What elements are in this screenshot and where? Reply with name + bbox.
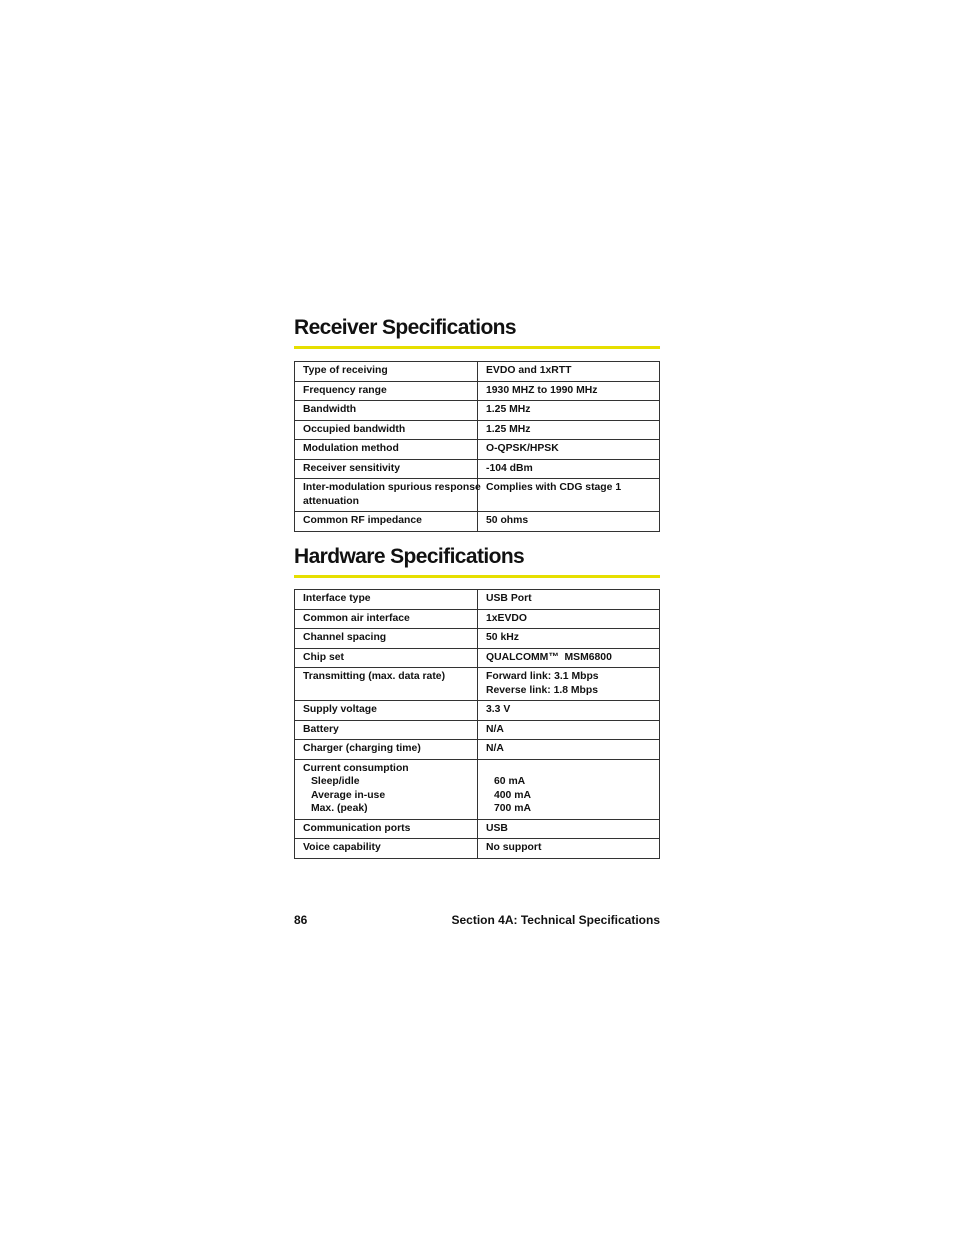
table-row bbox=[295, 459, 660, 479]
spec-value: 50 kHz bbox=[478, 629, 660, 649]
spec-label-line: Inter-modulation spurious response bbox=[303, 482, 481, 493]
spec-value: No support bbox=[478, 839, 660, 859]
spec-label bbox=[295, 759, 478, 819]
table-row bbox=[295, 420, 660, 440]
table-row bbox=[295, 512, 660, 532]
spec-value: 50 ohms bbox=[478, 512, 660, 532]
spec-label: Interface type bbox=[295, 590, 478, 610]
table-row bbox=[295, 720, 660, 740]
hardware-specifications-heading: Hardware Specifications bbox=[294, 545, 660, 578]
spec-label: Chip set bbox=[295, 648, 478, 668]
spec-value: N/A bbox=[478, 720, 660, 740]
spec-value: -104 dBm bbox=[478, 459, 660, 479]
spec-sub-label: Sleep/idle bbox=[311, 776, 360, 787]
spec-label: Modulation method bbox=[295, 440, 478, 460]
spec-value-line: Forward link: 3.1 Mbps bbox=[486, 671, 599, 682]
spec-label bbox=[295, 479, 481, 512]
spec-sub-label: Max. (peak) bbox=[311, 803, 368, 814]
section-title-footer: Section 4A: Technical Specifications bbox=[451, 913, 660, 927]
spec-value-spacer bbox=[486, 762, 651, 776]
spec-label: Voice capability bbox=[295, 839, 478, 859]
spec-value: O-QPSK/HPSK bbox=[478, 440, 660, 460]
table-row bbox=[295, 362, 660, 382]
spec-value: USB bbox=[478, 819, 660, 839]
spec-value: 1.25 MHz bbox=[478, 420, 660, 440]
table-row bbox=[295, 381, 660, 401]
spec-label-line: attenuation bbox=[303, 495, 359, 507]
spec-label: Receiver sensitivity bbox=[295, 459, 478, 479]
spec-label: Charger (charging time) bbox=[295, 740, 478, 760]
spec-value bbox=[478, 759, 660, 819]
table-row bbox=[295, 609, 660, 629]
hardware-specifications-table bbox=[294, 589, 660, 859]
spec-sub-label: Average in-use bbox=[311, 789, 386, 801]
spec-sub-value: 400 mA bbox=[494, 789, 531, 801]
spec-value: Complies with CDG stage 1 bbox=[478, 479, 660, 512]
spec-label: Frequency range bbox=[295, 381, 478, 401]
table-row bbox=[295, 740, 660, 760]
page-number: 86 bbox=[294, 913, 308, 927]
spec-label-line: Current consumption bbox=[303, 762, 409, 774]
hardware-specifications-section bbox=[294, 545, 660, 578]
table-row bbox=[295, 759, 660, 819]
table-row bbox=[295, 839, 660, 859]
spec-label: Bandwidth bbox=[295, 401, 478, 421]
spec-value: N/A bbox=[478, 740, 660, 760]
spec-value: EVDO and 1xRTT bbox=[478, 362, 660, 382]
spec-value: USB Port bbox=[478, 590, 660, 610]
spec-value: 1xEVDO bbox=[478, 609, 660, 629]
table-row bbox=[295, 668, 660, 701]
hardware-specifications-table-wrap bbox=[294, 589, 660, 859]
spec-value: QUALCOMM™ MSM6800 bbox=[478, 648, 660, 668]
table-row bbox=[295, 590, 660, 610]
table-row bbox=[295, 701, 660, 721]
page-footer bbox=[294, 913, 660, 927]
spec-sub-value: 700 mA bbox=[494, 803, 531, 814]
table-row bbox=[295, 479, 660, 512]
receiver-specifications-heading: Receiver Specifications bbox=[294, 316, 660, 349]
table-row bbox=[295, 819, 660, 839]
table-row bbox=[295, 648, 660, 668]
spec-value-line: Reverse link: 1.8 Mbps bbox=[486, 684, 599, 696]
spec-label: Common air interface bbox=[295, 609, 478, 629]
spec-label: Type of receiving bbox=[295, 362, 478, 382]
receiver-specifications-table bbox=[294, 361, 660, 532]
spec-label: Occupied bandwidth bbox=[295, 420, 478, 440]
spec-value bbox=[478, 668, 660, 701]
table-row bbox=[295, 401, 660, 421]
spec-value: 1.25 MHz bbox=[478, 401, 660, 421]
spec-sub-value: 60 mA bbox=[494, 776, 526, 787]
table-row bbox=[295, 440, 660, 460]
table-row bbox=[295, 629, 660, 649]
spec-label: Transmitting (max. data rate) bbox=[295, 668, 478, 701]
receiver-specifications-section bbox=[294, 316, 660, 349]
spec-label: Channel spacing bbox=[295, 629, 478, 649]
receiver-specifications-table-wrap bbox=[294, 361, 660, 532]
spec-label: Supply voltage bbox=[295, 701, 478, 721]
spec-label: Battery bbox=[295, 720, 478, 740]
spec-value: 1930 MHZ to 1990 MHz bbox=[478, 381, 660, 401]
spec-value: 3.3 V bbox=[478, 701, 660, 721]
spec-label: Communication ports bbox=[295, 819, 478, 839]
spec-label: Common RF impedance bbox=[295, 512, 478, 532]
